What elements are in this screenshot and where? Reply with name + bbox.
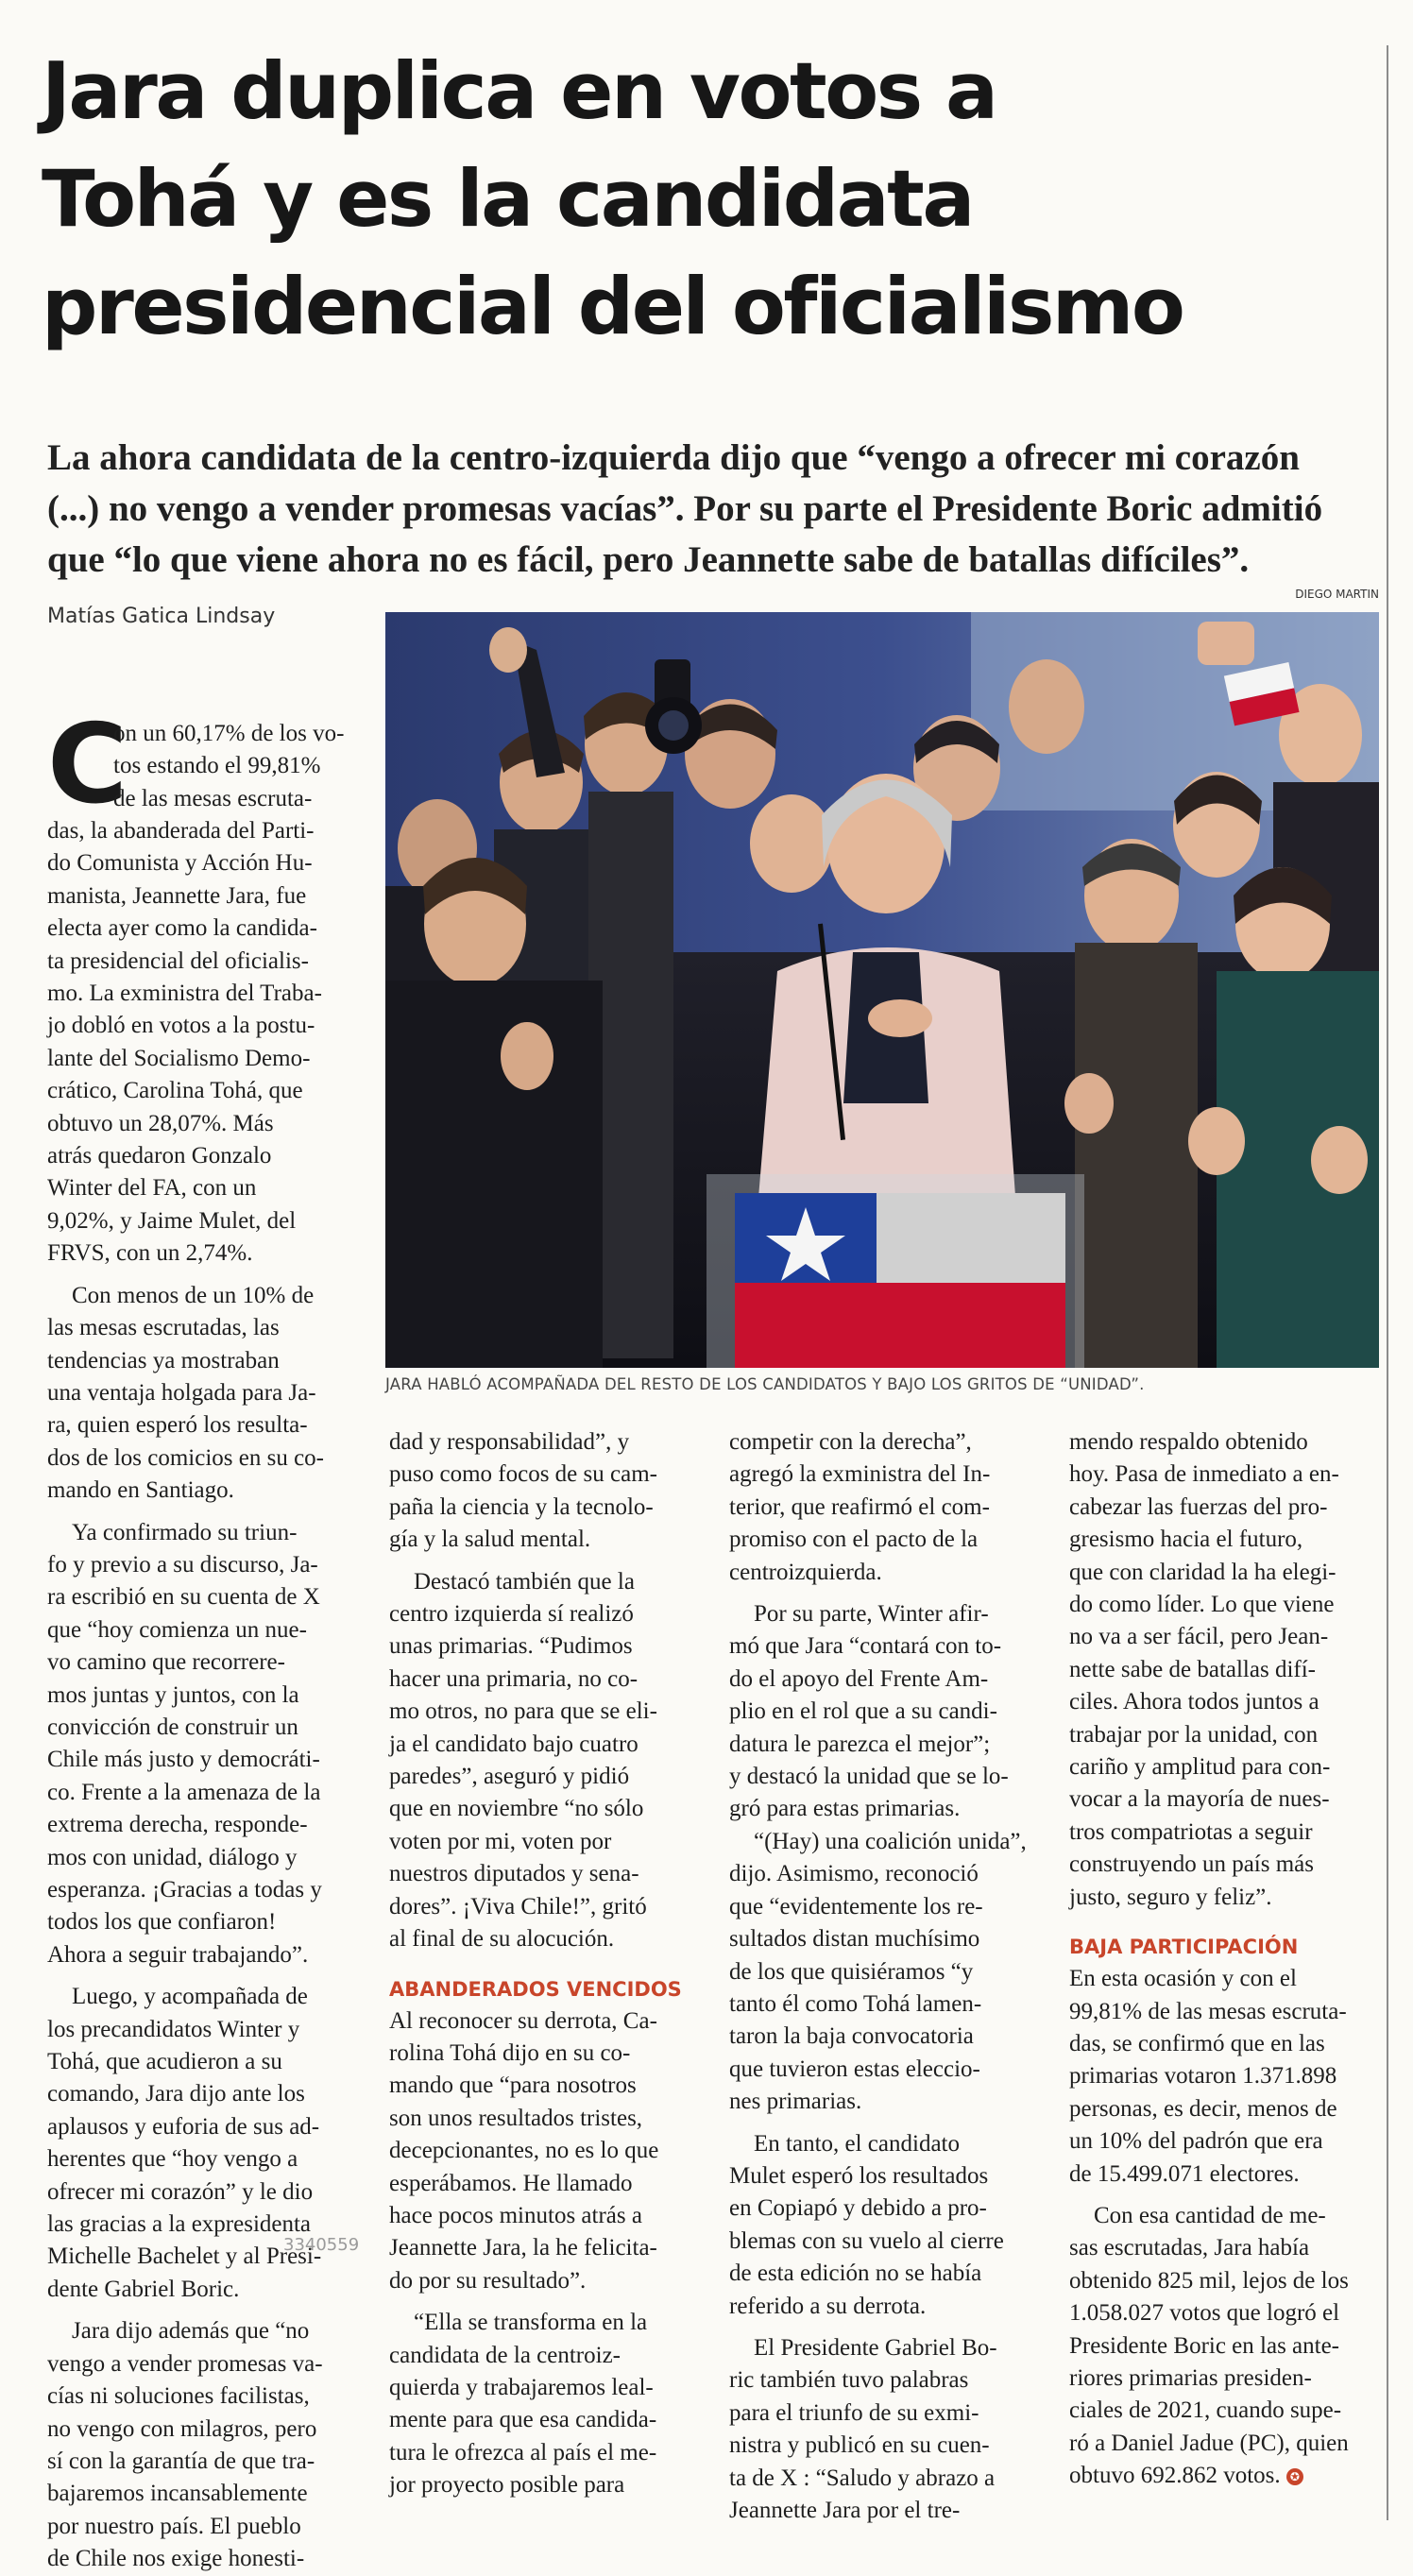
text-line: ró a Daniel Jadue (PC), quien [1069, 2430, 1349, 2456]
text-line: manista, Jeannette Jara, fue [47, 882, 307, 909]
text-line: hacer una primaria, no co- [389, 1665, 638, 1692]
paragraph [389, 2005, 710, 2298]
text-line: obtenido 825 mil, lejos de los [1069, 2267, 1349, 2294]
text-line: do Comunista y Acción Hu- [47, 850, 313, 877]
text-line: quierda y trabajaremos leal- [389, 2374, 654, 2400]
text-line: Al reconocer su derrota, Ca- [389, 2007, 657, 2034]
text-line: mó que Jara “contará con to- [729, 1633, 1002, 1660]
paragraph [729, 1598, 1050, 2119]
text-line: lante del Socialismo Demo- [47, 1045, 311, 1071]
text-line: Tohá, que acudieron a su [47, 2049, 282, 2075]
text-line: 1.058.027 votos que logró el [1069, 2300, 1340, 2327]
text-line: sí con la garantía de que tra- [47, 2448, 315, 2474]
text-line: los precandidatos Winter y [47, 2016, 300, 2042]
text-line: ra escribió en su cuenta de X [47, 1584, 320, 1611]
text-line: do el apoyo del Frente Am- [729, 1665, 989, 1692]
text-line: atrás quedaron Gonzalo [47, 1143, 272, 1169]
subhead-abanderados-vencidos: ABANDERADOS VENCIDOS [389, 1977, 682, 2001]
text-line: riores primarias presiden- [1069, 2364, 1312, 2391]
text-line: nuestros diputados y sena- [389, 1861, 639, 1887]
text-line: das, se confirmó que en las [1069, 2030, 1325, 2056]
text-line: puso como focos de su cam- [389, 1461, 657, 1488]
text-line: El Presidente Gabriel Bo- [754, 2334, 997, 2361]
text-line: de Chile nos exige honesti- [47, 2546, 305, 2572]
text-line: vengo a vender promesas va- [47, 2350, 323, 2377]
text-line: nistra y publicó en su cuen- [729, 2432, 990, 2459]
text-line: esperanza. ¡Gracias a todas y [47, 1877, 322, 1902]
text-line: ra, quien esperó los resulta- [47, 1412, 308, 1439]
text-line: Por su parte, Winter afir- [754, 1601, 989, 1628]
text-line: mando en Santiago. [47, 1477, 234, 1504]
deck-line-1: La ahora candidata de la centro-izquierda dijo que “vengo a ofrecer mi corazón [47, 437, 1300, 478]
text-line: Jeannette Jara, la he felicita- [389, 2235, 657, 2261]
text-line: obtuvo un 28,07%. Más [47, 1110, 274, 1136]
text-line: centro izquierda sí realizó [389, 1601, 634, 1628]
column-3 [729, 1426, 1050, 2527]
text-line: Ahora a seguir trabajando”. [47, 1941, 309, 1968]
text-line: esperábamos. He llamado [389, 2170, 633, 2196]
paragraph [47, 2315, 378, 2575]
text-line: aplausos y euforia de sus ad- [47, 2113, 320, 2140]
text-line: dores”. ¡Viva Chile!”, gritó [389, 1893, 647, 1919]
text-line: primarias votaron 1.371.898 [1069, 2063, 1337, 2090]
text-line: decepcionantes, no es lo que [389, 2138, 659, 2164]
text-line: electa ayer como la candida- [47, 915, 317, 942]
text-line: no vengo con milagros, pero [47, 2415, 317, 2442]
text-line: co. Frente a la amenaza de la [47, 1779, 321, 1805]
text-line: paredes”, aseguró y pidió [389, 1764, 630, 1790]
text-line: ja el candidato bajo cuatro [389, 1731, 638, 1757]
text-line: tura le ofrezca al país el me- [389, 2439, 657, 2465]
paragraph [47, 1517, 378, 1972]
text-line: cabezar las fuerzas del pro- [1069, 1493, 1328, 1520]
text-line: jor proyecto posible para [389, 2472, 625, 2499]
text-line: personas, es decir, menos de [1069, 2095, 1337, 2122]
photo-caption: JARA HABLÓ ACOMPAÑADA DEL RESTO DE LOS CANDIDATOS Y BAJO LOS GRITOS DE “UNIDAD”. [385, 1375, 1145, 1393]
text-line: do por su resultado”. [389, 2267, 587, 2294]
column-1-body [47, 815, 378, 2576]
text-line: mo otros, no para que se eli- [389, 1698, 657, 1725]
text-line: 99,81% de las mesas escruta- [1069, 1998, 1347, 2024]
text-line: todos los que confiaron! [47, 1909, 277, 1936]
subhead-baja-participacion: BAJA PARTICIPACIÓN [1069, 1936, 1299, 1959]
final-line-text: obtuvo 692.862 votos. [1069, 2463, 1281, 2489]
deck-line-3: que “lo que viene ahora no es fácil, pero Jeannette sabe de batallas difíciles”. [47, 539, 1250, 580]
text-line: gía y la salud mental. [389, 1527, 591, 1553]
text-line: jo dobló en votos a la postu- [47, 1013, 315, 1039]
paragraph [47, 1981, 378, 2306]
text-line: vocar a la mayoría de nues- [1069, 1786, 1330, 1813]
paragraph [1069, 1963, 1381, 2191]
paragraph [389, 1566, 710, 1956]
text-line: mo. La exministra del Traba- [47, 981, 322, 1007]
column-rule [1387, 45, 1388, 2520]
text-line: Chile más justo y democráti- [47, 1747, 320, 1773]
headline-line-1: Jara duplica en votos a [42, 45, 996, 137]
text-line: paña la ciencia y la tecnolo- [389, 1493, 654, 1520]
text-line: En tanto, el candidato [754, 2130, 960, 2157]
text-line: rolina Tohá dijo en su co- [389, 2039, 631, 2066]
text-line: sas escrutadas, Jara había [1069, 2235, 1310, 2261]
text-line: para el triunfo de su exmi- [729, 2399, 979, 2426]
text-line: Destacó también que la [414, 1568, 635, 1595]
text-line: no va a ser fácil, pero Jean- [1069, 1624, 1329, 1650]
column-1 [113, 718, 378, 815]
text-line: competir con la derecha”, [729, 1429, 972, 1455]
text-line: centroizquierda. [729, 1559, 882, 1585]
text-line: Presidente Boric en las ante- [1069, 2332, 1340, 2359]
text-line: justo, seguro y feliz”. [1069, 1884, 1272, 1910]
text-line: crático, Carolina Tohá, que [47, 1078, 303, 1104]
text-line: on un 60,17% de los vo- [113, 721, 345, 746]
deck [47, 433, 1370, 586]
text-line: terior, que reafirmó el com- [729, 1493, 990, 1520]
text-line: FRVS, con un 2,74%. [47, 1240, 253, 1267]
text-line: herentes que “hoy vengo a [47, 2146, 298, 2173]
text-line: fo y previo a su discurso, Ja- [47, 1551, 318, 1578]
text-line: de los que quisiéramos “y [729, 1958, 974, 1985]
text-line: que tuvieron estas eleccio- [729, 2056, 980, 2082]
text-line: promiso con el pacto de la [729, 1527, 979, 1553]
text-line: un 10% del padrón que era [1069, 2128, 1323, 2155]
text-line: gresismo hacia el futuro, [1069, 1527, 1303, 1553]
text-line: Michelle Bachelet y al Presi- [47, 2243, 322, 2270]
text-line: sultados distan muchísimo [729, 1926, 980, 1953]
text-line: Jeannette Jara por el tre- [729, 2498, 961, 2523]
paragraph [47, 1280, 378, 1508]
text-line: hoy. Pasa de inmediato a en- [1069, 1461, 1339, 1488]
crowd-photo-illustration [385, 612, 1379, 1368]
text-line: Luego, y acompañada de [72, 1984, 308, 2010]
text-line: que en noviembre “no sólo [389, 1796, 644, 1822]
text-line: Winter del FA, con un [47, 1175, 257, 1202]
text-line: extrema derecha, responde- [47, 1812, 308, 1838]
text-line: convicción de construir un [47, 1714, 298, 1740]
text-line: ric también tuvo palabras [729, 2367, 969, 2394]
photo-credit: DIEGO MARTIN [1295, 588, 1379, 601]
headline-line-2: Tohá y es la candidata [42, 153, 973, 245]
text-line: ofrecer mi corazón” y le dio [47, 2178, 314, 2205]
text-line: referido a su derrota. [729, 2293, 927, 2319]
text-line: que con claridad la ha elegi- [1069, 1559, 1336, 1585]
text-line: una ventaja holgada para Ja- [47, 1379, 316, 1406]
text-line: das, la abanderada del Parti- [47, 818, 315, 844]
column-2 [389, 1426, 710, 2502]
text-line: vo camino que recorrere- [47, 1649, 285, 1676]
text-line: hace pocos minutos atrás a [389, 2202, 642, 2228]
text-line: ciles. Ahora todos juntos a [1069, 1689, 1319, 1715]
text-line: al final de su alocución. [389, 1926, 615, 1953]
text-line: ciales de 2021, cuando supe- [1069, 2397, 1342, 2424]
text-line: voten por mi, voten por [389, 1828, 612, 1854]
text-line: y destacó la unidad que se lo- [729, 1764, 1009, 1790]
text-line: Con menos de un 10% de [72, 1282, 315, 1308]
text-line: mos con unidad, diálogo y [47, 1844, 298, 1870]
text-line: cías ni soluciones facilistas, [47, 2383, 310, 2410]
text-line: taron la baja convocatoria [729, 2023, 974, 2050]
text-line: mando que “para nosotros [389, 2073, 637, 2099]
article-photo [385, 612, 1379, 1368]
text-line: tanto él como Tohá lamen- [729, 1990, 982, 2017]
text-line: dente Gabriel Boric. [47, 2276, 240, 2302]
text-line: de esta edición no se había [729, 2260, 982, 2287]
text-line: nes primarias. [729, 2089, 862, 2115]
text-line: candidata de la centroiz- [389, 2342, 621, 2368]
byline: Matías Gatica Lindsay [47, 605, 276, 628]
text-line: dad y responsabilidad”, y [389, 1429, 630, 1455]
text-line: bajaremos incansablemente [47, 2481, 308, 2507]
text-line: dos de los comicios en su co- [47, 1444, 325, 1471]
col1-top [113, 718, 378, 815]
text-line: que “hoy comienza un nue- [47, 1616, 307, 1643]
text-line: comando, Jara dijo ante los [47, 2081, 305, 2107]
text-line: agregó la exministra del In- [729, 1461, 991, 1488]
text-line: tendencias ya mostraban [47, 1347, 280, 1373]
text-line: “Ella se transforma en la [414, 2310, 648, 2336]
text-line: datura le parezca el mejor”; [729, 1731, 991, 1757]
paragraph [389, 2307, 710, 2501]
text-line: trabajar por la unidad, con [1069, 1721, 1319, 1748]
text-line: en Copiapó y debido a pro- [729, 2195, 987, 2222]
text-line [1069, 2460, 1381, 2492]
dropcap: C [47, 701, 128, 828]
text-line: tros compatriotas a seguir [1069, 1818, 1313, 1845]
text-line: de 15.499.071 electores. [1069, 2160, 1300, 2187]
text-line: Ya confirmado su triun- [72, 1519, 298, 1545]
text-line: cariño y amplitud para con- [1069, 1754, 1331, 1781]
text-line: ta de X : “Saludo y abrazo a [729, 2465, 996, 2491]
text-line: construyendo un país más [1069, 1851, 1314, 1878]
paragraph [729, 2128, 1050, 2323]
text-line: que “evidentemente los re- [729, 1893, 983, 1919]
text-line: de las mesas escruta- [113, 785, 313, 811]
text-line: “(Hay) una coalición unida”, [754, 1828, 1027, 1854]
column-4 [1069, 1426, 1381, 2493]
text-line: mendo respaldo obtenido [1069, 1429, 1308, 1455]
paragraph [1069, 2200, 1381, 2493]
text-line: Con esa cantidad de me- [1094, 2202, 1326, 2228]
headline-line-3: presidencial del oficialismo [42, 261, 1183, 352]
text-line: las gracias a la expresidenta [47, 2211, 312, 2238]
end-of-article-icon: ✪ [1286, 2468, 1303, 2485]
paragraph [729, 2332, 1050, 2527]
text-line: blemas con su vuelo al cierre [729, 2227, 1004, 2254]
watermark: 3340559 [283, 2235, 360, 2255]
text-line: tos estando el 99,81% [113, 753, 321, 779]
text-line: unas primarias. “Pudimos [389, 1633, 633, 1660]
text-line: las mesas escrutadas, las [47, 1315, 280, 1341]
headline [42, 38, 1364, 361]
text-line: Jara dijo además que “no [72, 2318, 310, 2345]
text-line: En esta ocasión y con el [1069, 1966, 1297, 1992]
text-line: son unos resultados tristes, [389, 2105, 643, 2131]
text-line: nette sabe de batallas difí- [1069, 1656, 1316, 1682]
text-line: Mulet esperó los resultados [729, 2162, 989, 2189]
text-line: ta presidencial del oficialis- [47, 947, 309, 974]
text-line: do como líder. Lo que viene [1069, 1592, 1335, 1618]
text-line: plio en el rol que a su candi- [729, 1698, 997, 1725]
text-line: mos juntas y juntos, con la [47, 1681, 299, 1708]
text-line: dijo. Asimismo, reconoció [729, 1861, 979, 1887]
text-line: mente para que esa candida- [389, 2407, 657, 2433]
deck-line-2: (...) no vengo a vender promesas vacías”. Por su parte el Presidente Boric admitió [47, 488, 1323, 529]
text-line: por nuestro país. El pueblo [47, 2513, 301, 2539]
text-line: 9,02%, y Jaime Mulet, del [47, 1207, 297, 1234]
text-line: gró para estas primarias. [729, 1796, 961, 1822]
